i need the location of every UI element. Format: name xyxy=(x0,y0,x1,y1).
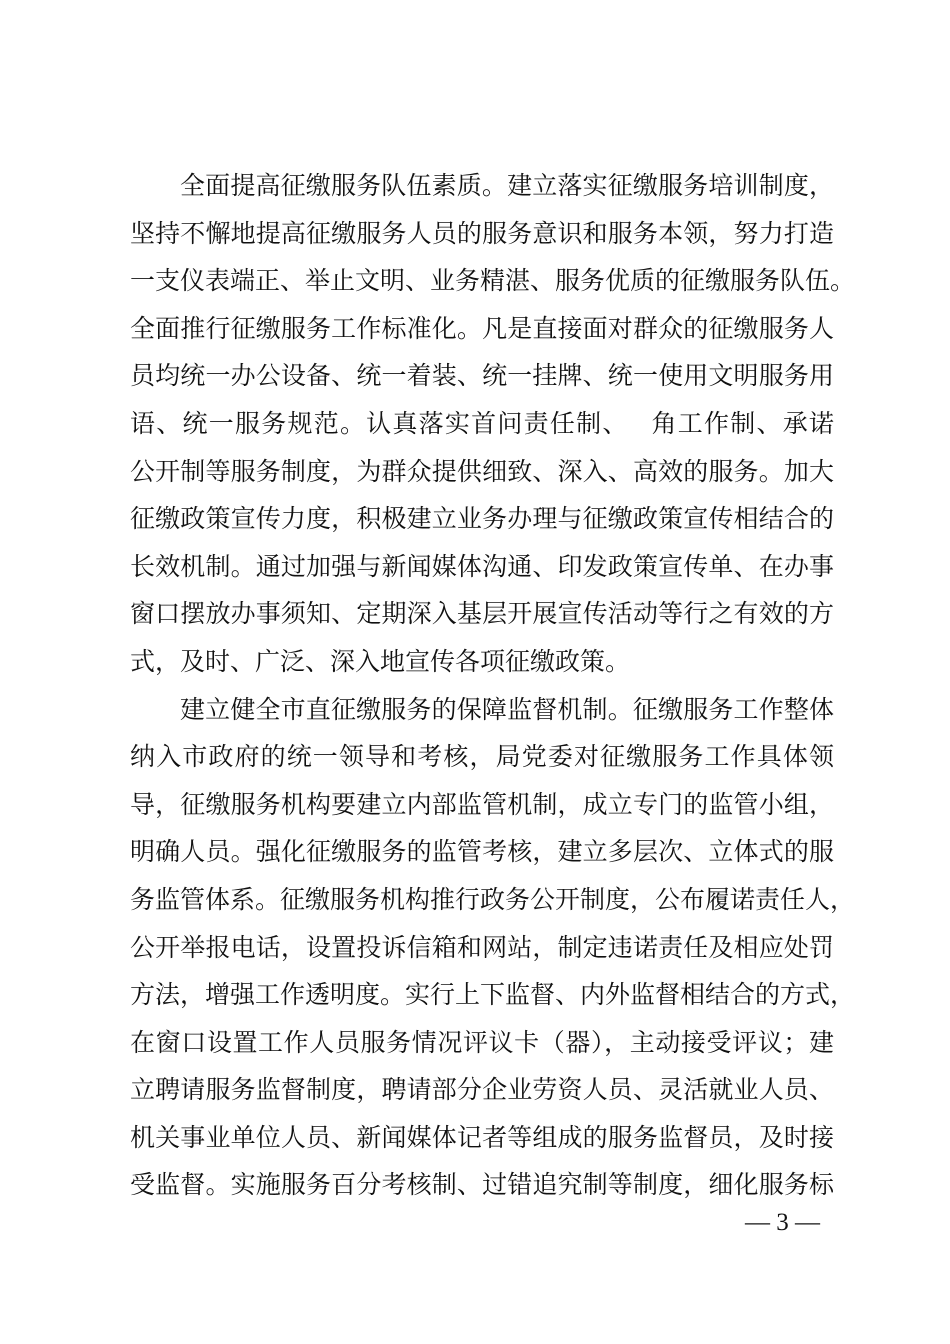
text-line: 机关事业单位人员、新闻媒体记者等组成的服务监督员，及时接 xyxy=(130,1122,834,1152)
body-text xyxy=(130,162,856,1209)
text-line: 员均统一办公设备、统一着装、统一挂牌、统一使用文明服务用 xyxy=(130,361,834,391)
text-line: 一支仪表端正、举止文明、业务精湛、服务优质的征缴服务队伍。 xyxy=(130,266,856,296)
paragraph-service-team xyxy=(130,162,856,686)
text-line: 全面推行征缴服务工作标准化。凡是直接面对群众的征缴服务人 xyxy=(130,313,834,343)
text-line: 务监管体系。征缴服务机构推行政务公开制度，公布履诺责任人， xyxy=(130,884,856,914)
text-line: 建立健全市直征缴服务的保障监督机制。征缴服务工作整体 xyxy=(180,694,834,724)
paragraph-supervision-mechanism xyxy=(130,686,856,1210)
page-number: — 3 — xyxy=(745,1209,820,1236)
text-line: 明确人员。强化征缴服务的监管考核，建立多层次、立体式的服 xyxy=(130,837,834,867)
text-line: 坚持不懈地提高征缴服务人员的服务意识和服务本领，努力打造 xyxy=(130,218,834,248)
text-line: 立聘请服务监督制度，聘请部分企业劳资人员、灵活就业人员、 xyxy=(130,1075,834,1105)
text-line: 导，征缴服务机构要建立内部监管机制，成立专门的监管小组， xyxy=(130,789,834,819)
text-line: 征缴政策宣传力度，积极建立业务办理与征缴政策宣传相结合的 xyxy=(130,504,834,534)
text-line: 语、统一服务规范。认真落实首问责任制、 角工作制、承诺 xyxy=(130,408,834,438)
text-line: 公开举报电话，设置投诉信箱和网站，制定违诺责任及相应处罚 xyxy=(130,932,834,962)
text-line: 纳入市政府的统一领导和考核，局党委对征缴服务工作具体领 xyxy=(130,742,834,772)
text-line: 式，及时、广泛、深入地宣传各项征缴政策。 xyxy=(130,646,631,676)
text-line: 公开制等服务制度，为群众提供细致、深入、高效的服务。加大 xyxy=(130,456,834,486)
text-line: 方法，增强工作透明度。实行上下监督、内外监督相结合的方式， xyxy=(130,980,856,1010)
text-line: 窗口摆放办事须知、定期深入基层开展宣传活动等行之有效的方 xyxy=(130,599,834,629)
text-line: 在窗口设置工作人员服务情况评议卡（器），主动接受评议；建 xyxy=(130,1027,834,1057)
text-line: 长效机制。通过加强与新闻媒体沟通、印发政策宣传单、在办事 xyxy=(130,551,834,581)
text-line: 受监督。实施服务百分考核制、过错追究制等制度，细化服务标 xyxy=(130,1170,834,1200)
text-line: 全面提高征缴服务队伍素质。建立落实征缴服务培训制度， xyxy=(180,171,834,200)
